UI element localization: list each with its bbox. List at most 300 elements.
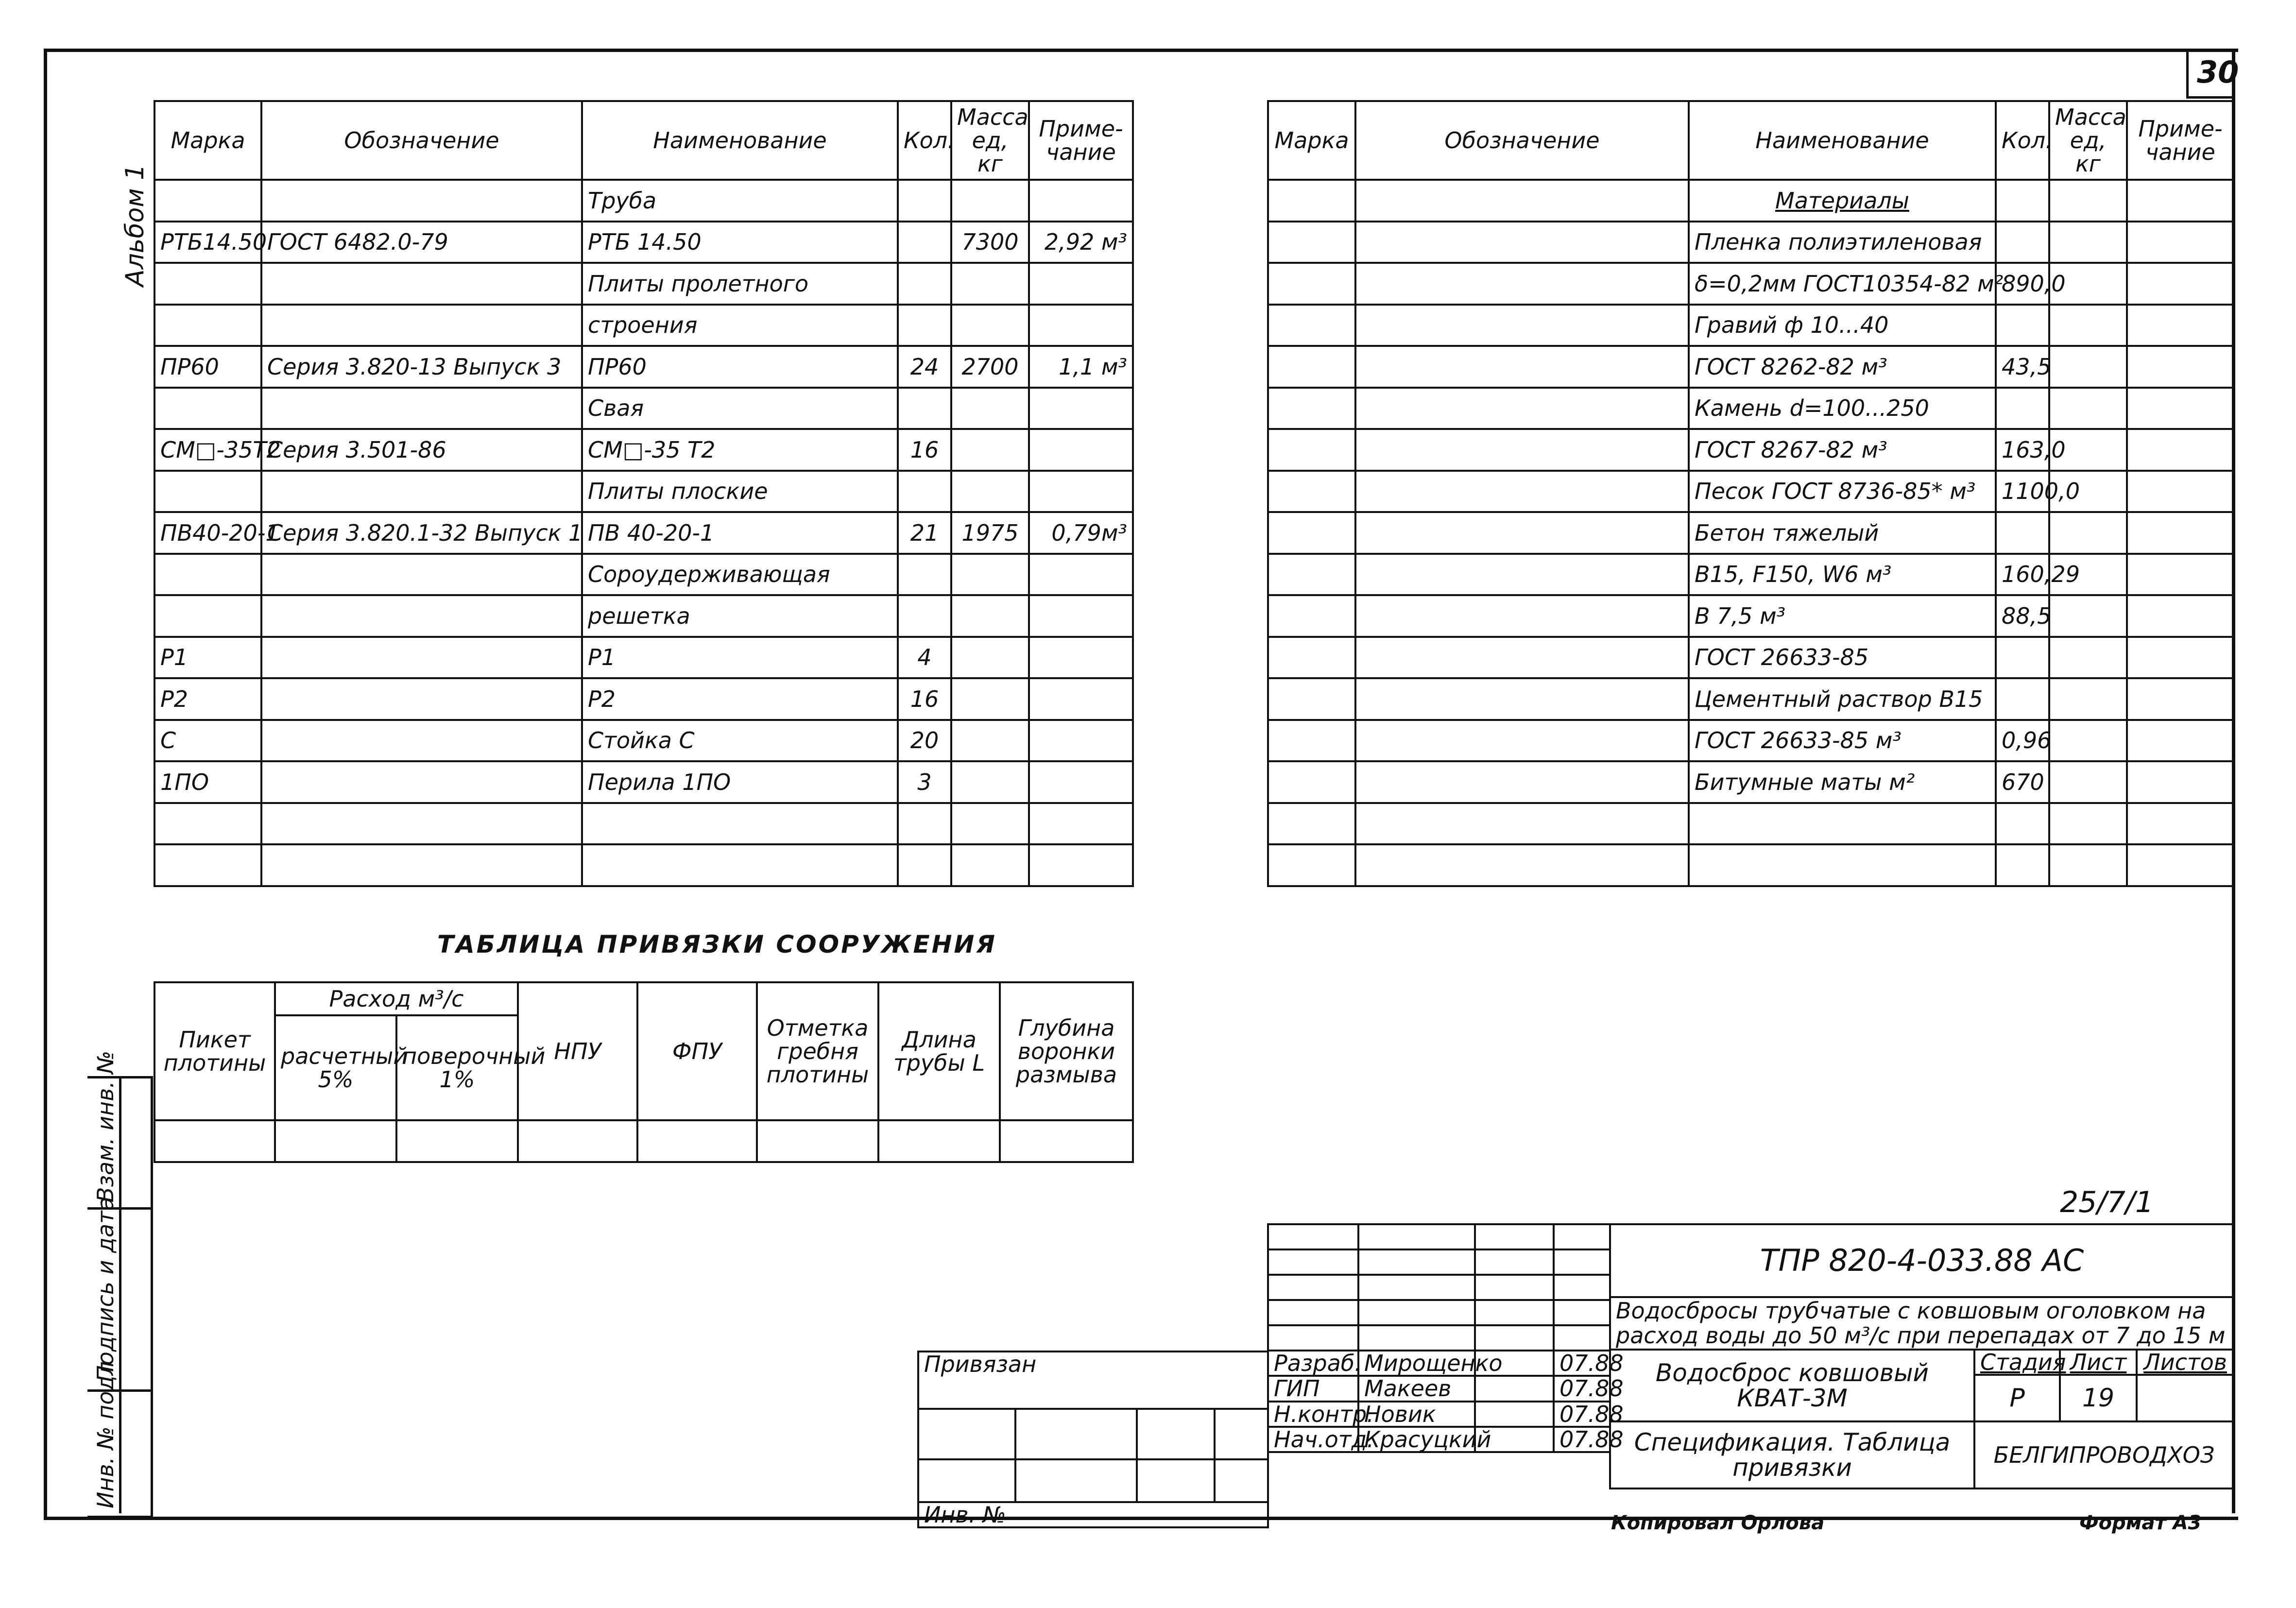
table-cell [2127,305,2234,346]
stamp-listov [2137,1375,2234,1421]
header-fpu: ФПУ [637,982,757,1120]
signature-sign [1475,1402,1554,1427]
table-row [1268,429,2234,471]
table-row [154,222,1133,263]
table-cell [154,803,261,845]
table-row [154,761,1133,803]
table-cell: Плиты пролетного [582,263,898,305]
table-cell [154,180,261,222]
table-cell [1268,844,1355,886]
table-cell [1029,554,1133,596]
signature-row [1268,1376,1610,1401]
table-cell: Р1 [154,637,261,679]
table-cell [2127,803,2234,845]
left-spec-body [154,180,1133,886]
inv-label: Инв. № [918,1502,1268,1527]
table-cell: 160,29 [1996,554,2049,596]
table-cell: Р1 [582,637,898,679]
main-stamp [1609,1223,2235,1489]
table-cell [2049,803,2127,845]
signature-name: Макеев [1358,1376,1475,1401]
table-cell: Бетон тяжелый [1689,512,1996,554]
table-cell: 20 [898,720,951,762]
binding-table-title: ТАБЛИЦА ПРИВЯЗКИ СООРУЖЕНИЯ [437,930,997,958]
table-cell [2127,471,2234,513]
table-row [154,595,1133,637]
signature-name: Новик [1358,1402,1475,1427]
table-cell [1355,678,1689,720]
table-cell [1996,222,2049,263]
table-cell [1996,844,2049,886]
table-row [1268,305,2234,346]
table-cell [1029,637,1133,679]
table-row [154,346,1133,388]
table-cell [898,388,951,429]
table-cell [2049,761,2127,803]
table-cell [1268,305,1355,346]
table-cell: 24 [898,346,951,388]
table-cell [1355,512,1689,554]
col-header-primechanie: Приме- чание [1029,101,1133,180]
table-cell: ПВ 40-20-1 [582,512,898,554]
table-cell [2127,222,2234,263]
table-row [1268,803,2234,845]
table-cell [1029,429,1133,471]
table-cell [951,637,1029,679]
col-header-massa: Масса ед, кг [951,101,1029,180]
table-cell: ГОСТ 8267-82 м³ [1689,429,1996,471]
binding-empty-row [154,1120,1133,1162]
table-cell: 890,0 [1996,263,2049,305]
table-cell: 1,1 м³ [1029,346,1133,388]
album-label: Альбом 1 [120,164,150,287]
table-cell [1355,803,1689,845]
table-cell [951,305,1029,346]
stamp-description: Водосбросы трубчатые с ковшовым оголовком на расход воды до 50 м³/с при перепадах от 7 до 15 м [1610,1297,2234,1350]
table-cell [951,803,1029,845]
table-cell: 3 [898,761,951,803]
table-cell [2127,844,2234,886]
table-cell: РТБ 14.50 [582,222,898,263]
binding-table [154,981,1134,1163]
table-cell [1029,761,1133,803]
inv-podl-label: Инв. № подл [92,1361,119,1508]
right-spec-body [1268,180,2234,886]
table-cell [1355,346,1689,388]
table-cell [2127,388,2234,429]
table-row [154,429,1133,471]
table-cell: ГОСТ 26633-85 [1689,637,1996,679]
table-cell [2127,678,2234,720]
table-cell [1996,388,2049,429]
table-cell [154,554,261,596]
table-cell [1355,844,1689,886]
signature-row [1268,1351,1610,1376]
table-cell: Р2 [582,678,898,720]
table-cell: Цементный раствор В15 [1689,678,1996,720]
table-cell [898,263,951,305]
table-cell: С [154,720,261,762]
table-cell [1268,512,1355,554]
table-cell [951,844,1029,886]
table-cell: Сороудерживающая [582,554,898,596]
table-cell: 7300 [951,222,1029,263]
table-row [154,471,1133,513]
table-row [154,305,1133,346]
signature-date: 07.88 [1554,1427,1610,1452]
table-cell [951,720,1029,762]
table-cell [951,554,1029,596]
table-cell [1996,305,2049,346]
table-cell [1268,803,1355,845]
table-cell [1268,595,1355,637]
table-cell [1689,803,1996,845]
signature-sign [1475,1376,1554,1401]
table-cell [1029,803,1133,845]
copied-by: Копировал Орлова [1611,1512,1825,1534]
table-cell: Свая [582,388,898,429]
table-cell [154,595,261,637]
signature-row [1268,1402,1610,1427]
table-cell: Материалы [1689,180,1996,222]
col-header-oboznachenie: Обозначение [261,101,582,180]
signature-role: Разраб. [1268,1351,1358,1376]
privyazan-block [917,1351,1269,1528]
table-cell: δ=0,2мм ГОСТ10354-82 м² [1689,263,1996,305]
table-cell [1355,263,1689,305]
table-cell: СМ□-35Т2 [154,429,261,471]
stamp-stadia: Р [1974,1375,2060,1421]
table-cell [1355,180,1689,222]
table-cell: Серия 3.820-13 Выпуск 3 [261,346,582,388]
table-cell [1689,844,1996,886]
table-cell [2127,512,2234,554]
table-cell: 2,92 м³ [1029,222,1133,263]
table-cell: Песок ГОСТ 8736-85* м³ [1689,471,1996,513]
table-cell [2049,844,2127,886]
table-cell [2127,637,2234,679]
right-spec-header-row [1268,101,2234,180]
table-cell [154,471,261,513]
signature-role: Н.контр. [1268,1402,1358,1427]
table-cell [951,429,1029,471]
table-cell [1355,720,1689,762]
table-cell [1268,761,1355,803]
table-cell [261,720,582,762]
right-spec-table [1267,100,2235,887]
table-cell [1268,180,1355,222]
table-cell [582,844,898,886]
table-row [154,844,1133,886]
table-cell [261,595,582,637]
table-cell [261,180,582,222]
table-cell [2049,512,2127,554]
col-header-naimenovanie: Наименование [1689,101,1996,180]
table-cell [951,595,1029,637]
stamp-sheet-title: Спецификация. Таблица привязки [1610,1421,1974,1488]
table-cell [898,222,951,263]
table-cell [1268,388,1355,429]
table-cell [261,305,582,346]
table-cell: ПР60 [154,346,261,388]
table-cell: Камень d=100...250 [1689,388,1996,429]
table-cell [1268,429,1355,471]
table-cell [1029,180,1133,222]
table-cell [2049,595,2127,637]
table-cell [1268,678,1355,720]
left-spec-header-row [154,101,1133,180]
table-cell [1268,554,1355,596]
table-cell: РТБ14.50 [154,222,261,263]
table-cell [1355,471,1689,513]
header-rashod: Расход м³/с [275,982,518,1015]
table-cell: ПВ40-20-1 [154,512,261,554]
table-cell [898,844,951,886]
table-row [154,803,1133,845]
table-cell: ПР60 [582,346,898,388]
table-cell [2127,595,2234,637]
header-raschetny: расчетный 5% [275,1015,396,1120]
table-cell [261,844,582,886]
table-row [154,637,1133,679]
table-cell [1355,222,1689,263]
table-cell: 2700 [951,346,1029,388]
table-cell: ГОСТ 26633-85 м³ [1689,720,1996,762]
table-cell [951,678,1029,720]
col-header-kol: Кол. [898,101,951,180]
table-cell [898,180,951,222]
table-cell [1029,595,1133,637]
signature-grid [1267,1223,1624,1453]
signature-role: ГИП [1268,1376,1358,1401]
left-margin-vline [119,1076,121,1513]
table-row [1268,512,2234,554]
podpis-label: Подпись и дата [92,1197,119,1382]
sheet-number: 30 [2197,54,2239,90]
table-cell [1355,305,1689,346]
table-row [1268,720,2234,762]
table-cell [1996,512,2049,554]
table-row [154,720,1133,762]
table-cell [898,803,951,845]
table-cell [2127,180,2234,222]
table-row [154,180,1133,222]
signature-date: 07.88 [1554,1402,1610,1427]
table-cell [1355,429,1689,471]
table-cell: В15, F150, W6 м³ [1689,554,1996,596]
table-cell [1029,471,1133,513]
table-cell [2049,637,2127,679]
signature-name: Мирощенко [1358,1351,1475,1376]
table-cell [2127,429,2234,471]
table-cell: Пленка полиэтиленовая [1689,222,1996,263]
table-cell [1268,471,1355,513]
signature-role: Нач.отд. [1268,1427,1358,1452]
table-cell [2049,346,2127,388]
table-cell [1996,803,2049,845]
table-row [1268,844,2234,886]
table-cell: 1975 [951,512,1029,554]
table-row [1268,263,2234,305]
table-cell [154,388,261,429]
table-cell: Стойка С [582,720,898,762]
table-row [1268,761,2234,803]
table-cell [1268,346,1355,388]
table-cell: ГОСТ 6482.0-79 [261,222,582,263]
table-cell [1355,388,1689,429]
table-cell: ГОСТ 8262-82 м³ [1689,346,1996,388]
stamp-listov-label: Листов [2137,1350,2234,1375]
table-cell [2049,388,2127,429]
table-cell: 163,0 [1996,429,2049,471]
table-cell [261,263,582,305]
header-npu: НПУ [518,982,637,1120]
table-cell [898,595,951,637]
table-row [1268,388,2234,429]
stamp-org: БЕЛГИПРОВОДХОЗ [1974,1421,2234,1488]
table-cell: 0,96 [1996,720,2049,762]
table-cell: строения [582,305,898,346]
col-header-naimenovanie: Наименование [582,101,898,180]
table-cell [1268,263,1355,305]
table-cell: Серия 3.820.1-32 Выпуск 1 [261,512,582,554]
signature-date: 07.88 [1554,1376,1610,1401]
table-cell: 1100,0 [1996,471,2049,513]
table-cell [1029,305,1133,346]
signature-row [1268,1427,1610,1452]
format-label: Формат А3 [2079,1512,2202,1534]
table-cell [898,305,951,346]
left-spec-table [154,100,1134,887]
col-header-marka: Марка [154,101,261,180]
table-cell [154,263,261,305]
table-cell: 0,79м³ [1029,512,1133,554]
header-otmetka: Отметка гребня плотины [757,982,878,1120]
table-cell [951,388,1029,429]
signature-date: 07.88 [1554,1351,1610,1376]
table-cell [261,761,582,803]
table-cell: 21 [898,512,951,554]
table-cell [154,844,261,886]
table-cell [1355,554,1689,596]
table-cell [1268,222,1355,263]
signature-name: Красуцкий [1358,1427,1475,1452]
table-row [1268,471,2234,513]
table-cell: Р2 [154,678,261,720]
table-row [154,678,1133,720]
header-piket: Пикет плотины [154,982,275,1120]
table-cell [261,388,582,429]
table-cell [2049,222,2127,263]
stamp-stadia-label: Стадия [1974,1350,2060,1375]
table-cell [2127,263,2234,305]
table-row [1268,637,2234,679]
table-cell: 670 [1996,761,2049,803]
table-cell [261,678,582,720]
table-cell [261,471,582,513]
table-cell: 16 [898,678,951,720]
table-row [154,512,1133,554]
table-cell [951,263,1029,305]
table-cell [2049,720,2127,762]
table-cell [2127,346,2234,388]
table-cell [951,761,1029,803]
table-cell [2049,678,2127,720]
table-cell [1996,678,2049,720]
col-header-massa: Масса ед, кг [2049,101,2127,180]
table-cell [898,554,951,596]
table-cell [2049,180,2127,222]
table-cell: СМ□-35 Т2 [582,429,898,471]
table-cell [1268,720,1355,762]
table-cell: 88,5 [1996,595,2049,637]
table-row [1268,180,2234,222]
table-cell [1029,720,1133,762]
table-cell [1355,761,1689,803]
table-row [1268,595,2234,637]
vzam-inv-label: Взам. инв. № [92,1050,119,1202]
table-row [1268,678,2234,720]
table-cell [1355,595,1689,637]
table-cell [1355,637,1689,679]
stamp-code: ТПР 820-4-033.88 АС [1610,1224,2234,1297]
header-glubina: Глубина воронки размыва [1000,982,1133,1120]
table-row [154,388,1133,429]
table-row [1268,554,2234,596]
table-cell [1029,678,1133,720]
table-cell: Гравий ф 10...40 [1689,305,1996,346]
table-cell: 4 [898,637,951,679]
header-poverochny: поверочный 1% [396,1015,518,1120]
table-cell [1029,263,1133,305]
table-cell [261,637,582,679]
table-cell: Плиты плоские [582,471,898,513]
stamp-object: Водосброс ковшовый КВАТ-3М [1610,1350,1974,1421]
table-cell [1996,180,2049,222]
table-cell [261,803,582,845]
table-cell: 43,5 [1996,346,2049,388]
table-cell [1029,388,1133,429]
table-cell [1996,637,2049,679]
table-cell: Труба [582,180,898,222]
table-cell [154,305,261,346]
stamp-list-label: Лист [2060,1350,2137,1375]
table-row [1268,222,2234,263]
privyazan-label: Привязан [918,1351,1268,1409]
table-cell [2127,761,2234,803]
table-cell: 16 [898,429,951,471]
table-cell [951,180,1029,222]
table-cell [2049,305,2127,346]
table-cell: Перила 1ПО [582,761,898,803]
table-cell [1268,637,1355,679]
table-cell: решетка [582,595,898,637]
col-header-kol: Кол. [1996,101,2049,180]
table-cell: В 7,5 м³ [1689,595,1996,637]
table-cell: Битумные маты м² [1689,761,1996,803]
table-cell [2127,720,2234,762]
table-cell [582,803,898,845]
table-row [1268,346,2234,388]
col-header-primechanie: Приме- чание [2127,101,2234,180]
header-dlina: Длина трубы L [878,982,1000,1120]
table-cell [261,554,582,596]
col-header-marka: Марка [1268,101,1355,180]
table-cell: Серия 3.501-86 [261,429,582,471]
stamp-ref: 25/7/1 [2060,1185,2154,1219]
table-cell [2127,554,2234,596]
table-cell: 1ПО [154,761,261,803]
